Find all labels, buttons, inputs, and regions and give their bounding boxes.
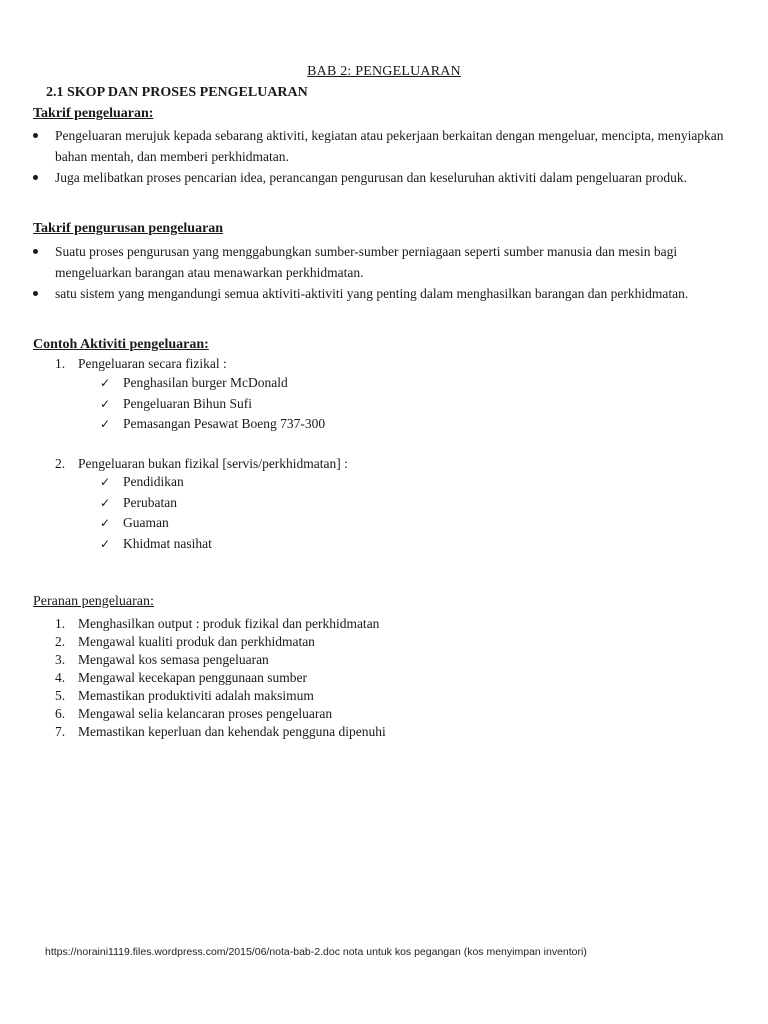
checkmark-icon: ✓ <box>100 475 111 489</box>
takrif-pengeluaran-list <box>33 125 733 188</box>
heading-contoh-aktiviti: Contoh Aktiviti pengeluaran: <box>33 337 209 352</box>
list-item: 2. Mengawal kualiti produk dan perkhidmatan <box>55 634 315 649</box>
checkmark-icon: ✓ <box>100 495 111 510</box>
list-item: ✓ Khidmat nasihat <box>100 534 212 555</box>
list-item: Juga melibatkan proses pencarian idea, perancangan pengurusan dan keseluruhan aktiviti dalam pengeluaran produk. <box>33 167 733 188</box>
list-item: ✓ Guaman <box>100 513 212 534</box>
bullet-dot-icon <box>33 175 38 180</box>
heading-peranan-pengeluaran: Peranan pengeluaran: <box>33 594 154 609</box>
list-item: 3. Mengawal kos semasa pengeluaran <box>55 652 269 667</box>
list-item: 2. Pengeluaran bukan fizikal [servis/perkhidmatan] : <box>55 456 348 471</box>
list-item: 5. Memastikan produktiviti adalah maksimum <box>55 688 314 703</box>
list-item: 4. Mengawal kecekapan penggunaan sumber <box>55 670 308 685</box>
list-item: 7. Memastikan keperluan dan kehendak pengguna dipenuhi <box>55 724 386 739</box>
contoh-item-1 <box>55 355 227 373</box>
bullet-dot-icon <box>33 291 38 296</box>
section-subtitle: 2.1 SKOP DAN PROSES PENGELUARAN <box>46 85 308 100</box>
list-item: 1. Menghasilkan output : produk fizikal dan perkhidmatan <box>55 616 380 631</box>
document-title: BAB 2: PENGELUARAN <box>307 64 461 79</box>
list-item: ✓ Pemasangan Pesawat Boeng 737-300 <box>100 414 325 435</box>
bullet-dot-icon <box>33 133 38 138</box>
list-item: ✓ Pendidikan <box>100 472 212 493</box>
heading-takrif-pengurusan: Takrif pengurusan pengeluaran <box>33 221 224 236</box>
checkmark-icon: ✓ <box>100 396 111 411</box>
contoh-item-2 <box>55 455 348 473</box>
list-item: ✓ Perubatan <box>100 493 212 514</box>
checkmark-icon: ✓ <box>100 417 111 431</box>
list-item: satu sistem yang mengandungi semua aktiviti-aktiviti yang penting dalam menghasilkan barangan dan perkhidmatan. <box>33 283 733 304</box>
list-item: 6. Mengawal selia kelancaran proses pengeluaran <box>55 706 333 721</box>
list-item: Pengeluaran merujuk kepada sebarang aktiviti, kegiatan atau pekerjaan berkaitan dengan mengeluar, mencipta, menyiapkan bahan mentah, dan memberi perkhidmatan. <box>33 125 733 167</box>
list-item: ✓ Penghasilan burger McDonald <box>100 373 325 394</box>
bullet-dot-icon <box>33 249 38 254</box>
list-item: Suatu proses pengurusan yang menggabungkan sumber-sumber perniagaan seperti sumber manusia dan mesin bagi mengeluarkan barangan atau menawarkan perkhidmatan. <box>33 241 733 283</box>
checkmark-icon: ✓ <box>100 376 111 390</box>
checkmark-icon: ✓ <box>100 536 111 551</box>
takrif-pengurusan-list <box>33 241 733 304</box>
list-item: 1. Pengeluaran secara fizikal : <box>55 356 227 371</box>
contoh-item-1-checklist <box>100 373 325 435</box>
heading-takrif-pengeluaran: Takrif pengeluaran: <box>33 106 154 121</box>
list-item: ✓ Pengeluaran Bihun Sufi <box>100 394 325 415</box>
peranan-list <box>55 615 386 741</box>
checkmark-icon: ✓ <box>100 516 111 530</box>
footer-source-link[interactable]: https://noraini1119.files.wordpress.com/2015/06/nota-bab-2.doc nota untuk kos pegangan (kos menyimpan inventori) <box>45 946 587 958</box>
contoh-item-2-checklist <box>100 472 212 554</box>
